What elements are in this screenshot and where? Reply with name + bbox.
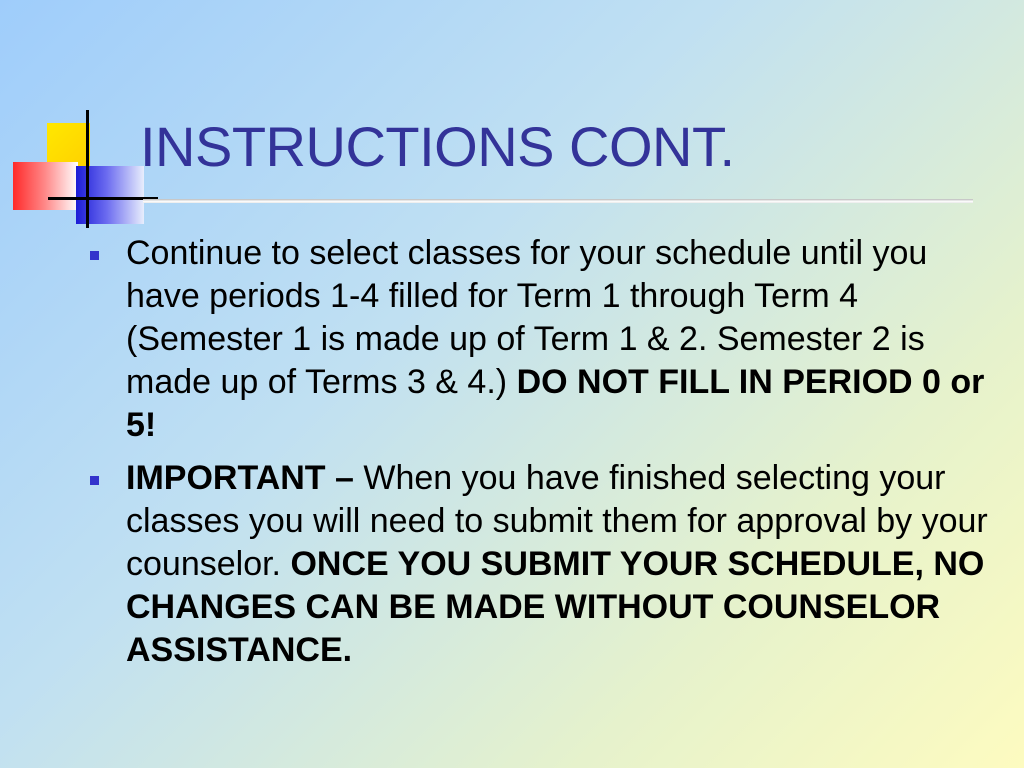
bullet-square-icon	[90, 476, 99, 485]
bullet-bold-warning: ONCE YOU SUBMIT YOUR SCHEDULE, NO CHANGES CAN BE MADE WITHOUT COUNSELOR ASSISTANCE.	[126, 545, 985, 669]
bullet-text: When you have finished selecting your classes you will need to submit them for approval by your counselor.	[126, 459, 988, 583]
logo-horizontal-line	[48, 197, 158, 200]
bullet-text: Continue to select classes for your schedule until you have periods 1-4 filled for Term 1 through Term 4 (Semester 1 is made up of Term 1 & 2. Semester 2 is made up of Terms 3 & 4.)	[126, 234, 928, 401]
bullet-bold-warning: DO NOT FILL IN PERIOD 0 or 5!	[126, 363, 985, 444]
logo-red-square	[13, 162, 78, 210]
logo-vertical-line	[86, 110, 89, 228]
bullet-item-important	[90, 457, 1000, 672]
bullet-list	[90, 232, 1000, 682]
slide-title: INSTRUCTIONS CONT.	[140, 115, 735, 178]
title-divider	[143, 199, 973, 203]
bullet-square-icon	[90, 251, 99, 260]
bullet-item-continue	[90, 232, 1000, 447]
bullet-bold-label: IMPORTANT –	[126, 459, 354, 497]
